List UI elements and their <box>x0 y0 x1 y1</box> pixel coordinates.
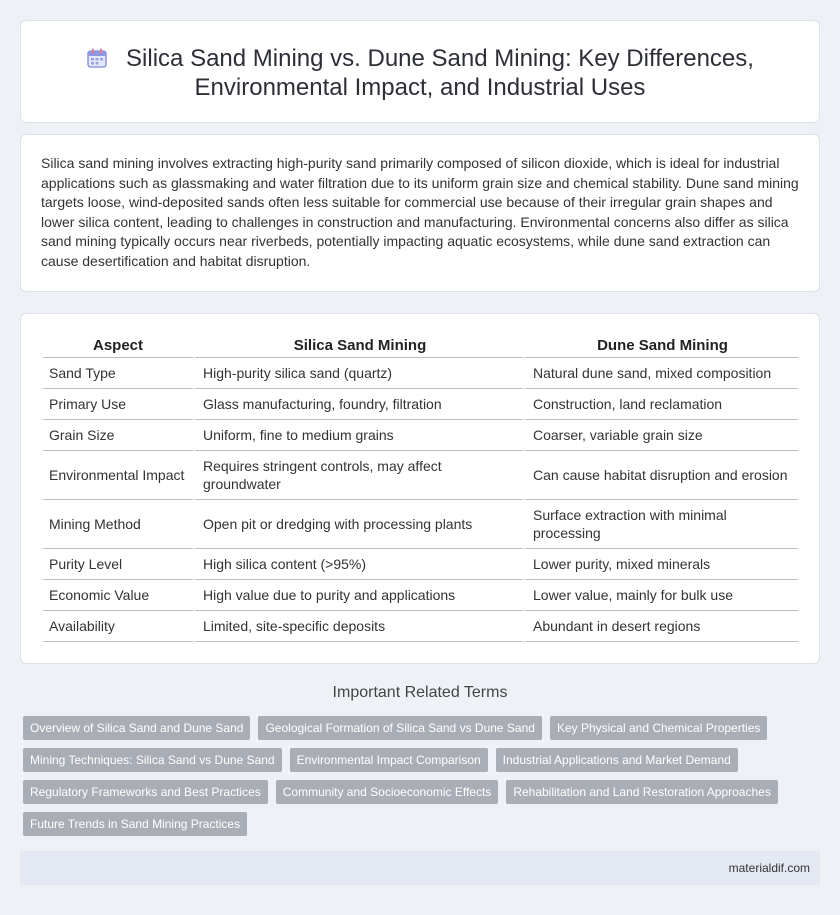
cell-aspect: Economic Value <box>43 580 193 611</box>
calendar-icon <box>86 47 108 69</box>
cell-dune: Construction, land reclamation <box>523 389 798 420</box>
title-line-1: Silica Sand Mining vs. Dune Sand Mining: Key Differences, <box>126 45 754 72</box>
related-term-tag[interactable]: Key Physical and Chemical Properties <box>550 716 767 740</box>
related-term-tag[interactable]: Future Trends in Sand Mining Practices <box>23 812 247 836</box>
cell-dune: Can cause habitat disruption and erosion <box>523 451 798 500</box>
comparison-card <box>20 313 820 664</box>
page-title <box>21 44 819 102</box>
table-row <box>43 500 798 549</box>
table-row <box>43 420 798 451</box>
related-term-tag[interactable]: Mining Techniques: Silica Sand vs Dune Sand <box>23 748 282 772</box>
related-term-tag[interactable]: Overview of Silica Sand and Dune Sand <box>23 716 250 740</box>
cell-dune: Abundant in desert regions <box>523 611 798 642</box>
cell-silica: Limited, site-specific deposits <box>193 611 523 642</box>
table-row <box>43 611 798 642</box>
table-row <box>43 358 798 389</box>
table-header-row <box>43 332 798 358</box>
cell-aspect: Environmental Impact <box>43 451 193 500</box>
table-row <box>43 580 798 611</box>
cell-aspect: Sand Type <box>43 358 193 389</box>
cell-aspect: Grain Size <box>43 420 193 451</box>
intro-card <box>20 134 820 292</box>
related-term-tag[interactable]: Industrial Applications and Market Demand <box>496 748 738 772</box>
cell-aspect: Primary Use <box>43 389 193 420</box>
header-aspect: Aspect <box>43 332 193 358</box>
related-terms-list <box>23 716 813 844</box>
cell-silica: High silica content (>95%) <box>193 549 523 580</box>
intro-paragraph: Silica sand mining involves extracting high-purity sand primarily composed of silicon dioxide, which is ideal for industrial applications such as glassmaking and water filtration due to its uniform grain size and chemical stability. Dune sand mining targets loose, wind-deposited sands often less suitable for commercial use because of their irregular grain shapes and lower silica content, leading to challenges in construction and manufacturing. Environmental concerns also differ as silica sand mining typically occurs near riverbeds, potentially impacting aquatic ecosystems, while dune sand extraction can cause desertification and habitat disruption. <box>41 155 799 269</box>
comparison-table <box>43 332 798 642</box>
table-row <box>43 389 798 420</box>
related-term-tag[interactable]: Geological Formation of Silica Sand vs Dune Sand <box>258 716 541 740</box>
cell-aspect: Purity Level <box>43 549 193 580</box>
cell-silica: High-purity silica sand (quartz) <box>193 358 523 389</box>
cell-silica: Requires stringent controls, may affect groundwater <box>193 451 523 500</box>
cell-silica: Uniform, fine to medium grains <box>193 420 523 451</box>
cell-dune: Lower purity, mixed minerals <box>523 549 798 580</box>
title-line-2: Environmental Impact, and Industrial Uses <box>194 74 646 101</box>
header-silica: Silica Sand Mining <box>193 332 523 358</box>
footer-site-link[interactable]: materialdif.com <box>728 861 810 875</box>
cell-silica: Open pit or dredging with processing plants <box>193 500 523 549</box>
related-term-tag[interactable]: Regulatory Frameworks and Best Practices <box>23 780 268 804</box>
related-term-tag[interactable]: Environmental Impact Comparison <box>290 748 488 772</box>
cell-silica: Glass manufacturing, foundry, filtration <box>193 389 523 420</box>
header-dune: Dune Sand Mining <box>523 332 798 358</box>
cell-dune: Lower value, mainly for bulk use <box>523 580 798 611</box>
table-row <box>43 451 798 500</box>
cell-aspect: Mining Method <box>43 500 193 549</box>
related-term-tag[interactable]: Community and Socioeconomic Effects <box>276 780 499 804</box>
related-term-tag[interactable]: Rehabilitation and Land Restoration Approaches <box>506 780 778 804</box>
cell-dune: Natural dune sand, mixed composition <box>523 358 798 389</box>
table-row <box>43 549 798 580</box>
cell-dune: Coarser, variable grain size <box>523 420 798 451</box>
footer-bar <box>20 851 820 885</box>
cell-silica: High value due to purity and applications <box>193 580 523 611</box>
related-terms-heading: Important Related Terms <box>332 684 508 701</box>
cell-dune: Surface extraction with minimal processing <box>523 500 798 549</box>
cell-aspect: Availability <box>43 611 193 642</box>
title-card <box>20 20 820 123</box>
